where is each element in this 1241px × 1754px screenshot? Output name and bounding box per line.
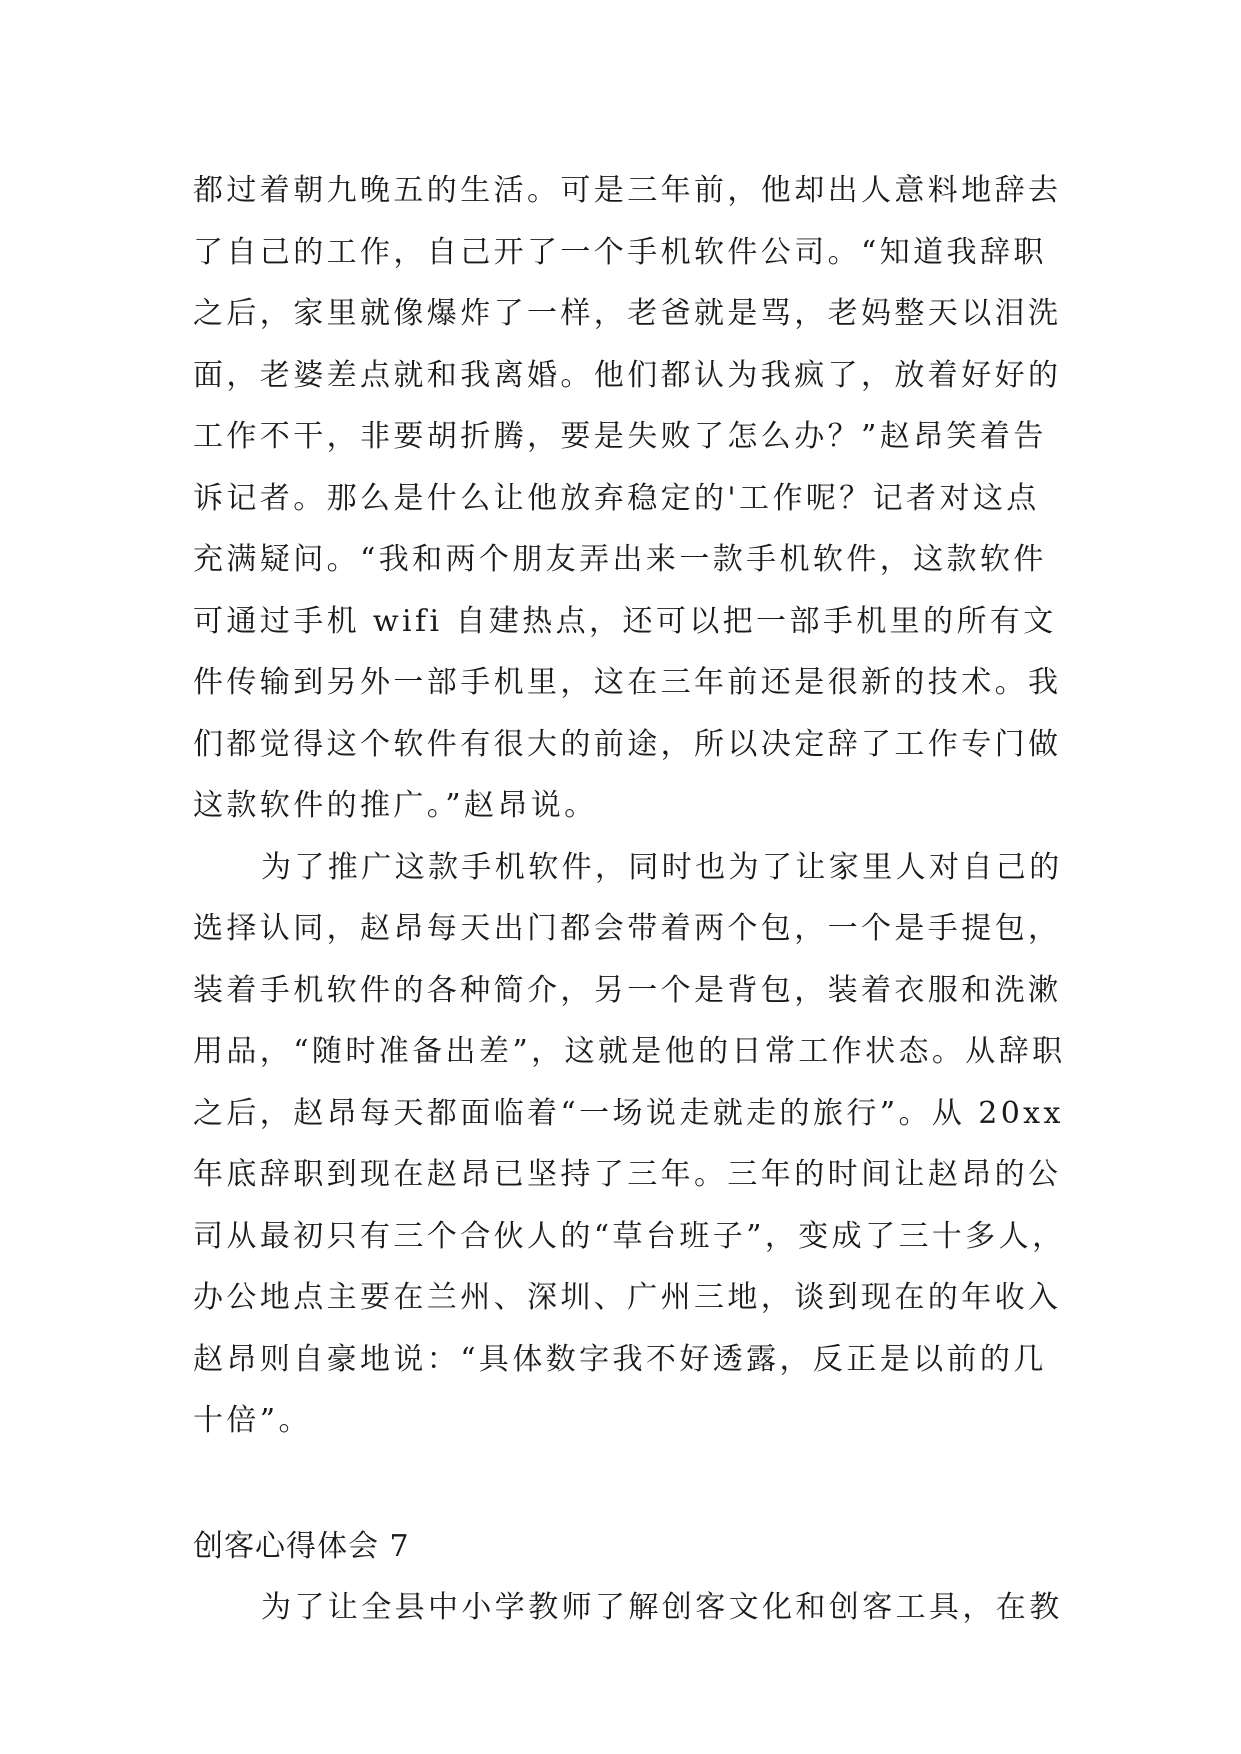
text-line: 装着手机软件的各种简介，另一个是背包，装着衣服和洗漱 <box>193 972 1062 1008</box>
text-line: 们都觉得这个软件有很大的前途，所以决定辞了工作专门做 <box>193 726 1062 762</box>
text-line: 为了推广这款手机软件，同时也为了让家里人对自己的 <box>261 849 1063 885</box>
section-heading: 创客心得体会 7 <box>193 1528 410 1564</box>
text-line: 赵昂则自豪地说：“具体数字我不好透露，反正是以前的几 <box>193 1341 1047 1377</box>
paragraph-3 <box>193 1577 1063 1639</box>
text-line: 面，老婆差点就和我离婚。他们都认为我疯了，放着好好的 <box>193 357 1062 393</box>
text-line: 选择认同，赵昂每天出门都会带着两个包，一个是手提包， <box>193 911 1062 946</box>
text-line: 这款软件的推广。”赵昂说。 <box>193 788 598 823</box>
text-line: 充满疑问。“我和两个朋友弄出来一款手机软件，这款软件 <box>193 542 1047 577</box>
text-line: 了自己的工作，自己开了一个手机软件公司。“知道我辞职 <box>193 234 1047 270</box>
text-line: 为了让全县中小学教师了解创客文化和创客工具，在教 <box>261 1590 1063 1625</box>
text-line: 办公地点主要在兰州、深圳、广州三地，谈到现在的年收入 <box>193 1280 1062 1315</box>
text-line: 司从最初只有三个合伙人的“草台班子”，变成了三十多人， <box>193 1218 1066 1254</box>
text-line: 之后，家里就像爆炸了一样，老爸就是骂，老妈整天以泪洗 <box>193 296 1062 331</box>
text-line: 工作不干，非要胡折腾，要是失败了怎么办？”赵昂笑着告 <box>193 419 1047 454</box>
paragraph-1 <box>193 160 1063 837</box>
text-line: 件传输到另外一部手机里，这在三年前还是很新的技术。我 <box>193 665 1062 700</box>
text-line: 可通过手机 wifi 自建热点，还可以把一部手机里的所有文 <box>193 603 1057 639</box>
text-line: 十倍”。 <box>193 1403 312 1438</box>
text-line: 诉记者。那么是什么让他放弃稳定的'工作呢？记者对这点 <box>193 480 1040 516</box>
paragraph-2 <box>193 837 1066 1452</box>
document-body <box>193 160 1066 1639</box>
text-line: 之后，赵昂每天都面临着“一场说走就走的旅行”。从 20xx <box>193 1095 1064 1131</box>
text-line: 年底辞职到现在赵昂已坚持了三年。三年的时间让赵昂的公 <box>193 1157 1062 1192</box>
text-line: 都过着朝九晚五的生活。可是三年前，他却出人意料地辞去 <box>193 173 1062 208</box>
text-line: 用品，“随时准备出差”，这就是他的日常工作状态。从辞职 <box>193 1034 1066 1069</box>
